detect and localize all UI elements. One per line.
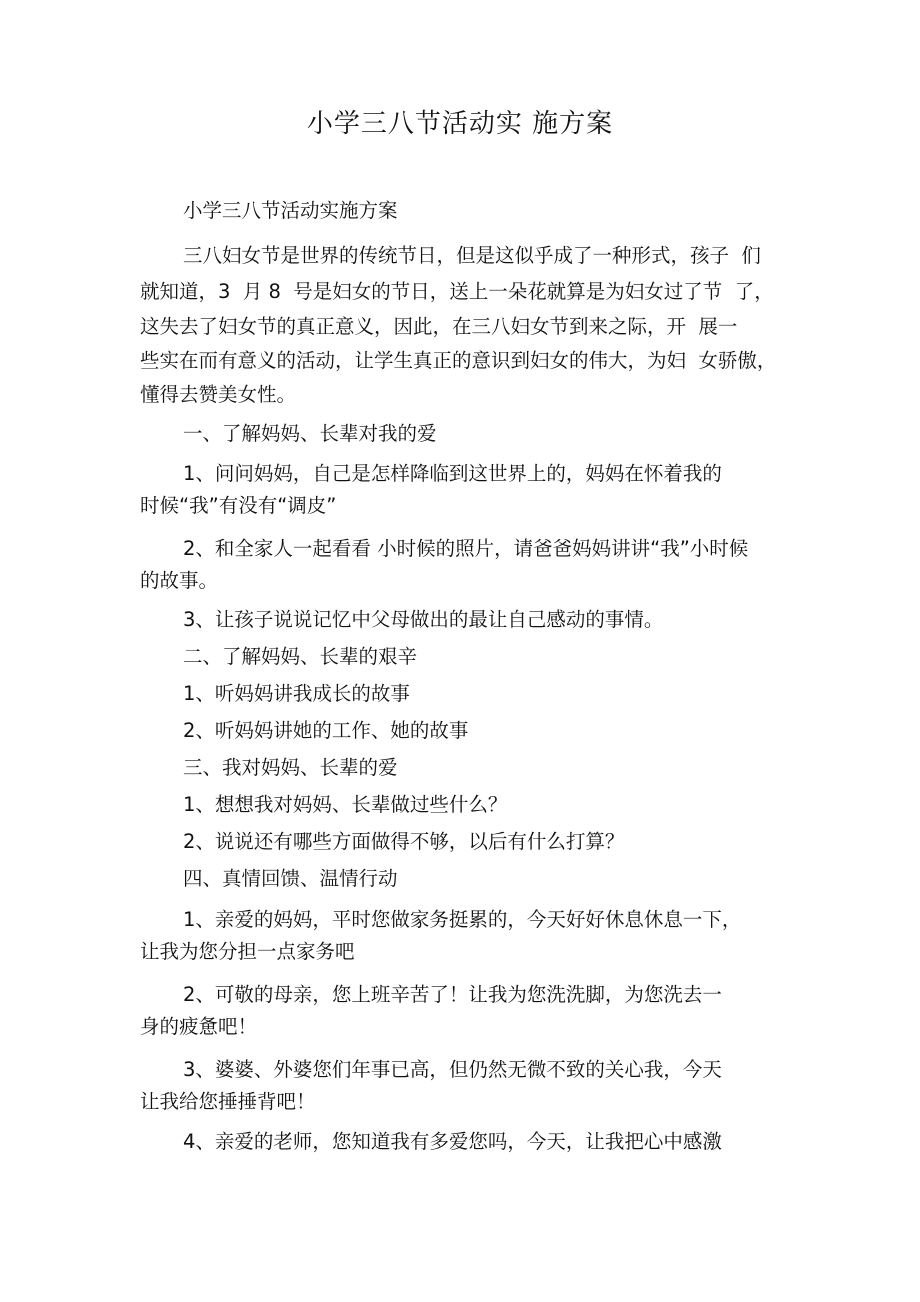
list-item-continuation: 让我给您捶捶背吧！ bbox=[140, 1090, 316, 1113]
subtitle: 小学三八节活动实施方案 bbox=[183, 199, 398, 222]
list-item: 2、可敬的母亲，您上班辛苦了！让我为您洗洗脚，为您洗去一 bbox=[183, 983, 722, 1006]
list-item: 1、听妈妈讲我成长的故事 bbox=[183, 682, 410, 705]
list-item: 3、婆婆、外婆您们年事已高，但仍然无微不致的关心我，今天 bbox=[183, 1058, 722, 1081]
intro-line: 这失去了妇女节的真正意义，因此，在三八妇女节到来之际，开 展一 bbox=[140, 315, 738, 338]
list-item: 3、让孩子说说记忆中父母做出的最让自己感动的事情。 bbox=[183, 608, 664, 631]
intro-line: 三八妇女节是世界的传统节日，但是这似乎成了一种形式，孩子 们 bbox=[183, 244, 761, 267]
page-title: 小学三八节活动实 施方案 bbox=[306, 109, 614, 139]
intro-line: 懂得去赞美女性。 bbox=[140, 383, 297, 406]
section-heading-2: 二、了解妈妈、长辈的艰辛 bbox=[183, 645, 418, 668]
list-item: 2、听妈妈讲她的工作、她的故事 bbox=[183, 719, 469, 742]
list-item-continuation: 的故事。 bbox=[140, 569, 219, 592]
list-item: 2、和全家人一起看看 小时候的照片，请爸爸妈妈讲讲“我”小时候 bbox=[183, 537, 749, 560]
intro-line: 就知道，3 月 8 号是妇女的节日，送上一朵花就算是为妇女过了节 了， bbox=[140, 280, 774, 303]
intro-line: 些实在而有意义的活动，让学生真正的意识到妇女的伟大，为妇 女骄傲， bbox=[140, 349, 777, 372]
section-heading-4: 四、真情回馈、温情行动 bbox=[183, 867, 398, 890]
list-item: 1、问问妈妈，自己是怎样降临到这世界上的，妈妈在怀着我的 bbox=[183, 462, 722, 485]
list-item-continuation: 让我为您分担一点家务吧 bbox=[140, 940, 355, 963]
list-item: 2、说说还有哪些方面做得不够，以后有什么打算？ bbox=[183, 830, 625, 853]
section-heading-1: 一、了解妈妈、长辈对我的爱 bbox=[183, 422, 437, 445]
list-item-continuation: 身的疲惫吧！ bbox=[140, 1015, 258, 1038]
list-item: 1、想想我对妈妈、长辈做过些什么？ bbox=[183, 793, 508, 816]
list-item-continuation: 时候“我”有没有“调皮” bbox=[140, 494, 337, 517]
list-item: 1、亲爱的妈妈，平时您做家务挺累的，今天好好休息休息一下， bbox=[183, 908, 742, 931]
list-item: 4、亲爱的老师，您知道我有多爱您吗，今天，让我把心中感激 bbox=[183, 1130, 722, 1153]
section-heading-3: 三、我对妈妈、长辈的爱 bbox=[183, 756, 398, 779]
